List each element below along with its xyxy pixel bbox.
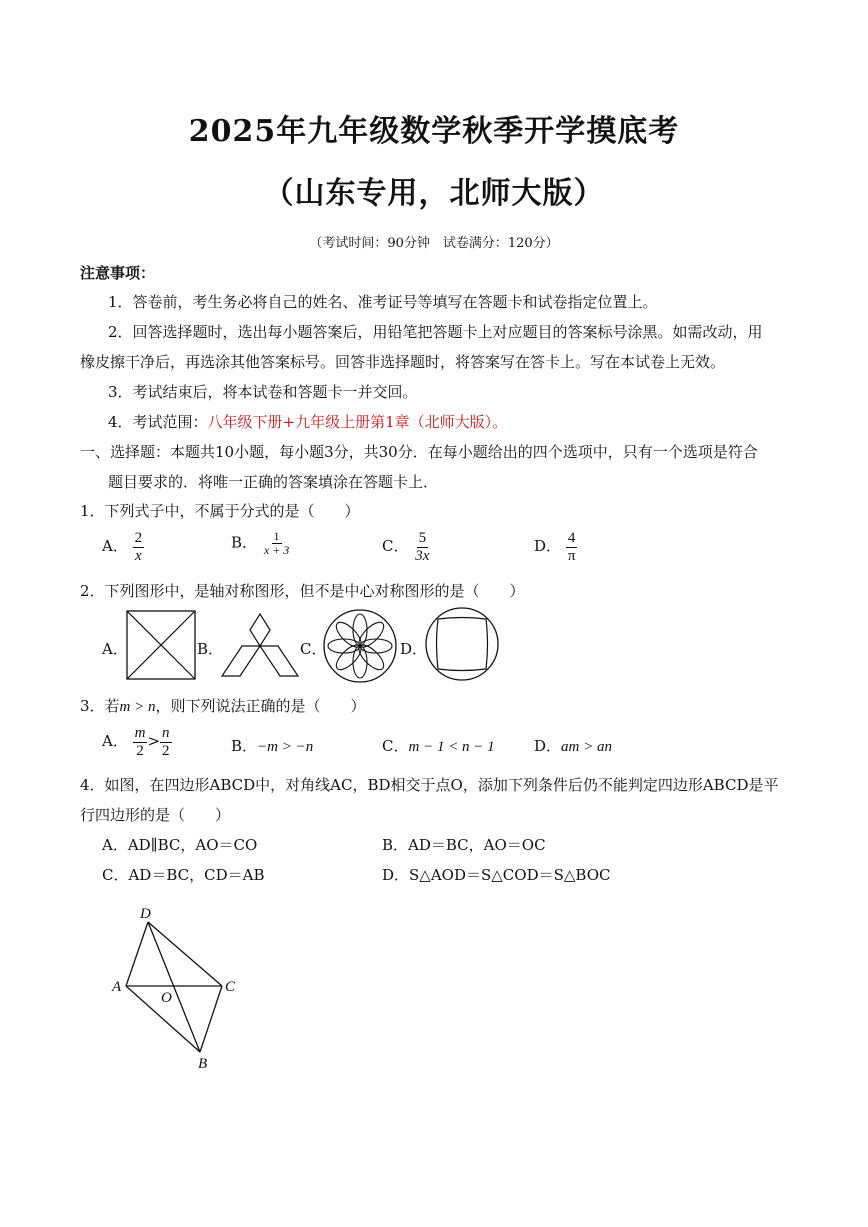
q3-a-fraction-left — [133, 725, 148, 759]
q2-figure-a-square-diagonals — [126, 610, 196, 680]
notes-item-1: 1．答卷前，考生务必将自己的姓名、准考证号等填写在答题卡和试卷指定位置上。 — [108, 293, 658, 311]
q3-d-label: D． — [534, 737, 562, 755]
q3-b-label: B． — [231, 737, 258, 755]
q3-a-den1: 2 — [136, 742, 144, 759]
q3-a-label: A． — [102, 732, 128, 750]
q4-point-d-label: D — [140, 906, 151, 922]
q4-option-c: C．AD＝BC，CD＝AB — [102, 866, 265, 884]
notes-item-4 — [108, 411, 507, 432]
q1-b-label: B． — [231, 533, 258, 552]
q4-quadrilateral-figure — [108, 900, 248, 1075]
q2-figure-d-square-in-circle — [424, 606, 500, 682]
q1-c-fraction — [413, 530, 431, 564]
q3-a-operator: > — [147, 732, 161, 750]
q2-a-label: A． — [102, 640, 128, 658]
notes-item-2-line1: 2．回答选择题时，选出每小题答案后，用铅笔把答题卡上对应题目的答案标号涂黑。如需改动，用 — [108, 323, 763, 341]
q4-stem-line1: 4．如图，在四边形ABCD中，对角线AC，BD相交于点O，添加下列条件后仍不能判定四边形ABCD是平 — [80, 776, 779, 794]
q2-stem: 2．下列图形中，是轴对称图形，但不是中心对称图形的是（ ） — [80, 582, 525, 600]
q1-d-den: π — [567, 547, 576, 564]
q4-option-a: A．AD∥BC，AO＝CO — [102, 836, 258, 854]
q3-a-num1: m — [134, 725, 146, 741]
q3-a-den2: 2 — [162, 742, 170, 759]
q3-a-num2: n — [162, 725, 170, 741]
q1-d-num: 4 — [567, 530, 576, 546]
q3-stem-prefix: 3．若 — [80, 697, 120, 715]
q2-c-label: C． — [300, 640, 327, 658]
section1-line1: 一、选择题：本题共10小题，每小题3分，共30分．在每小题给出的四个选项中，只有一个选项是符合 — [80, 443, 758, 461]
q3-b-text: −m > −n — [257, 739, 314, 755]
exam-info: （考试时间：90分钟 试卷满分：120分） — [309, 236, 559, 251]
q3-option-b — [231, 735, 313, 756]
q3-d-text: am > an — [561, 739, 612, 755]
q1-option-d — [534, 530, 577, 564]
q1-c-num: 5 — [418, 530, 427, 546]
q3-stem — [80, 695, 366, 716]
q4-point-b-label: B — [198, 1056, 208, 1072]
q1-b-fraction — [262, 530, 291, 557]
notes-item-4-prefix: 4．考试范围： — [108, 413, 208, 431]
q1-option-b — [231, 530, 291, 557]
q1-option-c — [382, 530, 431, 564]
q1-d-fraction — [566, 530, 578, 564]
q4-edge-cb — [200, 986, 222, 1052]
exam-scope: 八年级下册+九年级上册第1章（北师大版）。 — [207, 413, 508, 431]
q4-stem-line2: 行四边形的是（ ） — [80, 806, 231, 824]
q4-diagonal-db — [148, 922, 200, 1052]
q3-option-c — [382, 735, 495, 756]
q3-stem-suffix: ，则下列说法正确的是（ ） — [155, 697, 366, 715]
q2-figure-c-flower-circle — [322, 608, 398, 684]
q3-a-fraction-right — [160, 725, 172, 759]
notes-item-2-line2: 橡皮擦干净后，再选涂其他答案标号。回答非选择题时，将答案写在答卡上。写在本试卷上无效。 — [80, 353, 726, 371]
q4-option-b: B．AD＝BC，AO＝OC — [382, 836, 546, 854]
q3-stem-condition: m > n — [119, 699, 156, 715]
q1-a-den: x — [135, 547, 142, 564]
q1-b-den: x + 3 — [263, 543, 290, 558]
q2-d-label: D． — [400, 640, 428, 658]
q3-option-d — [534, 735, 612, 756]
q1-a-num: 2 — [134, 530, 143, 546]
q1-d-label: D． — [534, 537, 562, 555]
q2-figure-b-three-rhombi — [220, 612, 300, 678]
q4-point-c-label: C — [225, 979, 236, 995]
q1-a-label: A． — [102, 537, 128, 555]
q1-stem: 1．下列式子中，不属于分式的是（ ） — [80, 502, 360, 520]
q4-edge-da — [126, 922, 148, 986]
q1-c-label: C． — [382, 537, 409, 555]
exam-subtitle: （山东专用，北师大版） — [263, 176, 605, 211]
notes-item-3: 3．考试结束后，将本试卷和答题卡一并交回。 — [108, 383, 418, 401]
q3-option-a — [102, 725, 172, 759]
q4-option-d: D．S△AOD＝S△COD＝S△BOC — [382, 866, 611, 884]
exam-title: 2025年九年级数学秋季开学摸底考 — [188, 114, 680, 149]
q4-edge-dc — [148, 922, 222, 986]
notes-heading: 注意事项： — [80, 264, 156, 282]
q3-c-text: m − 1 < n − 1 — [408, 739, 495, 755]
q4-point-a-label: A — [112, 979, 122, 995]
section1-line2: 题目要求的．将唯一正确的答案填涂在答题卡上． — [108, 473, 439, 491]
q1-a-fraction — [133, 530, 145, 564]
q1-b-num: 1 — [273, 529, 280, 543]
q1-c-den: 3x — [415, 547, 430, 564]
q3-c-label: C． — [382, 737, 409, 755]
q4-point-o-label: O — [161, 990, 172, 1006]
q2-b-label: B． — [197, 640, 224, 658]
q1-option-a — [102, 530, 144, 564]
